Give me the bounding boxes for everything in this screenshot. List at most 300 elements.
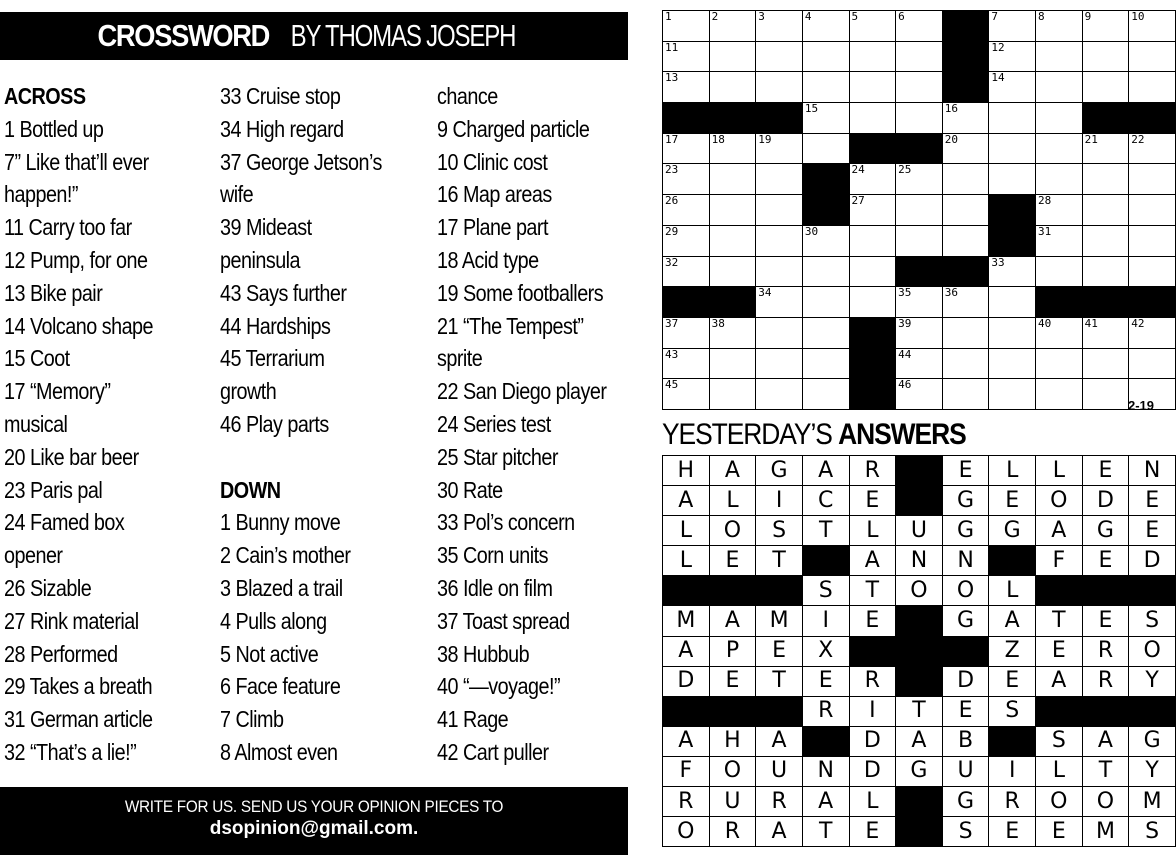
crossword-header [0,12,628,60]
answer-letter: E [709,546,756,576]
answer-row [663,486,1176,516]
clue-number: 37 [665,316,679,330]
answer-row [663,516,1176,546]
answer-letter: E [942,456,989,486]
grid-cell [756,11,803,42]
grid-cell [989,164,1036,195]
clue-line: 30 Rate [437,476,503,503]
clue-line: 8 Almost even [220,738,338,765]
clue-number: 41 [1084,316,1098,330]
grid-cell [756,317,803,348]
clue-number: 12 [991,40,1005,54]
answer-letter: D [942,666,989,696]
answer-letter: M [1082,817,1129,847]
answer-row [663,666,1176,696]
answer-row [663,756,1176,786]
black-square [896,486,943,516]
clue-line: 9 Charged particle [437,115,590,142]
answer-letter: I [802,606,849,636]
clue-line: 10 Clinic cost [437,148,548,175]
answer-letter: S [756,516,803,546]
clue-line: opener [4,542,63,569]
answer-row [663,726,1176,756]
grid-cell [802,41,849,72]
clue-line: 1 Bottled up [4,115,104,142]
clue-line: 23 Paris pal [4,476,103,503]
grid-cell [1082,41,1129,72]
answer-letter: R [709,817,756,847]
black-square [756,576,803,606]
answer-letter: G [1129,726,1176,756]
answer-letter: G [942,516,989,546]
grid-cell [663,41,710,72]
grid-cell [1082,379,1129,410]
grid-cell [663,225,710,256]
grid-cell [1036,41,1083,72]
grid-cell [802,72,849,103]
clue-line: 24 Famed box [4,509,125,536]
black-square [663,287,710,318]
clue-line: peninsula [220,246,301,273]
answer-letter: B [942,726,989,756]
clue-line: 17 Plane part [437,214,548,241]
clue-number: 10 [1131,10,1145,23]
clue-number: 40 [1038,316,1052,330]
grid-cell [1082,164,1129,195]
black-square [849,348,896,379]
answer-letter: A [1036,516,1083,546]
grid-cell [1129,225,1176,256]
grid-cell [756,379,803,410]
answer-letter: E [1129,516,1176,546]
answer-letter: O [896,576,943,606]
grid-cell [1036,164,1083,195]
clue-number: 13 [665,71,679,85]
grid-row [663,379,1176,410]
clue-number: 5 [851,10,859,23]
answer-letter: E [1129,486,1176,516]
answer-letter: A [802,456,849,486]
grid-cell [663,379,710,410]
answer-letter: A [709,606,756,636]
answer-letter: E [849,486,896,516]
grid-cell [1036,195,1083,226]
grid-cell [989,133,1036,164]
grid-cell [1036,379,1083,410]
grid-cell [1129,11,1176,42]
answers-title-normal: YESTERDAY’S [662,418,832,451]
clue-line: 25 Star pitcher [437,443,558,470]
clue-line: 3 Blazed a trail [220,574,343,601]
clue-number: 18 [711,132,725,146]
grid-cell [802,133,849,164]
clue-number: 31 [1038,224,1052,238]
clue-number: 43 [665,347,679,361]
answer-letter: E [709,666,756,696]
answer-letter: G [942,606,989,636]
clue-number: 35 [898,286,912,300]
answer-letter: L [989,576,1036,606]
black-square [849,636,896,666]
grid-cell [1082,348,1129,379]
grid-row [663,41,1176,72]
answer-letter: M [1129,787,1176,817]
answer-letter: O [1036,787,1083,817]
clue-line: 7 Climb [220,706,284,733]
grid-cell [1082,133,1129,164]
clue-line: 31 German article [4,706,153,733]
answer-letter: Y [1129,756,1176,786]
answer-letter: T [896,696,943,726]
clue-number: 21 [1084,132,1098,146]
grid-cell [802,317,849,348]
grid-cell [942,103,989,134]
answer-letter: M [663,606,710,636]
answer-letter: Z [989,636,1036,666]
black-square [942,41,989,72]
clue-line: 42 Cart puller [437,738,549,765]
grid-cell [849,41,896,72]
clue-line: 44 Hardships [220,312,331,339]
answer-letter: E [989,817,1036,847]
black-square [849,133,896,164]
grid-cell [1036,11,1083,42]
grid-cell [989,317,1036,348]
black-square [896,817,943,847]
puzzle-date: 2-19 [1128,398,1155,413]
clue-number: 45 [665,378,679,392]
grid-cell [709,195,756,226]
clue-line: sprite [437,345,483,372]
answer-letter: S [1129,606,1176,636]
clue-line: 45 Terrarium [220,345,325,372]
grid-cell [849,287,896,318]
black-square [1036,696,1083,726]
grid-cell [896,379,943,410]
clue-line: 33 Pol’s concern [437,509,575,536]
clue-number: 24 [851,163,865,177]
black-square [896,636,943,666]
answer-letter: U [896,516,943,546]
answer-letter: O [1082,787,1129,817]
answer-letter: O [663,817,710,847]
black-square [849,379,896,410]
answer-letter: E [1082,606,1129,636]
grid-cell [896,348,943,379]
grid-cell [942,195,989,226]
clue-line: growth [220,378,277,405]
clue-number: 30 [804,224,819,238]
grid-cell [802,103,849,134]
answer-letter: R [849,666,896,696]
grid-cell [1129,195,1176,226]
grid-cell [896,164,943,195]
clue-number: 19 [758,132,772,146]
clue-line: 27 Rink material [4,607,139,634]
black-square [1036,287,1083,318]
answer-letter: G [942,486,989,516]
grid-cell [1082,195,1129,226]
clue-line: 2 Cain’s mother [220,542,351,569]
answer-letter: X [802,636,849,666]
black-square [1082,696,1129,726]
clue-line: 16 Map areas [437,181,552,208]
clue-line: 46 Play parts [220,410,329,437]
answer-letter: D [849,726,896,756]
clue-section-heading: DOWN [220,476,281,503]
answer-letter: N [802,756,849,786]
answer-row [663,787,1176,817]
answer-letter: D [1082,486,1129,516]
grid-cell [756,164,803,195]
grid-cell [896,317,943,348]
clue-line: 5 Not active [220,640,319,667]
answer-letter: E [1036,817,1083,847]
clue-number: 7 [991,10,998,23]
clue-number: 8 [1038,10,1045,23]
clue-line: 41 Rage [437,706,509,733]
answers-title [662,418,966,452]
clue-number: 6 [898,10,905,23]
clue-number: 27 [851,194,865,208]
answer-letter: S [802,576,849,606]
answer-letter: O [709,516,756,546]
grid-cell [756,195,803,226]
grid-cell [663,11,710,42]
answer-letter: T [802,516,849,546]
grid-cell [849,164,896,195]
grid-row [663,317,1176,348]
clue-line: 33 Cruise stop [220,83,341,109]
answer-letter: R [989,787,1036,817]
black-square [942,11,989,42]
clue-line: 39 Mideast [220,214,312,241]
grid-cell [1036,103,1083,134]
grid-cell [849,72,896,103]
clue-line: 37 Toast spread [437,607,570,634]
grid-cell [709,348,756,379]
answer-letter: E [802,666,849,696]
grid-cell [1129,317,1176,348]
grid-cell [1082,256,1129,287]
black-square [709,103,756,134]
grid-cell [942,317,989,348]
black-square [1129,103,1176,134]
clue-number: 34 [758,286,772,300]
grid-cell [756,348,803,379]
answer-letter: A [896,726,943,756]
clue-number: 38 [711,316,725,330]
grid-cell [849,103,896,134]
black-square [802,195,849,226]
clue-line: 29 Takes a breath [4,673,153,700]
black-square [896,456,943,486]
black-square [989,225,1036,256]
answer-letter: E [849,817,896,847]
answer-letter: R [1082,666,1129,696]
clue-number: 32 [665,255,679,269]
answer-row [663,636,1176,666]
clue-number: 16 [944,102,958,116]
grid-cell [709,256,756,287]
answer-letter: A [709,456,756,486]
grid-cell [663,164,710,195]
black-square [896,256,943,287]
grid-cell [942,348,989,379]
footer-banner [0,787,628,855]
grid-cell [896,41,943,72]
clue-line: 13 Bike pair [4,279,103,306]
answer-letter: S [942,817,989,847]
answer-letter: A [1082,726,1129,756]
grid-cell [756,256,803,287]
black-square [1129,696,1176,726]
answer-letter: A [663,726,710,756]
grid-row [663,256,1176,287]
answer-letter: A [663,486,710,516]
answer-letter: H [709,726,756,756]
black-square [989,726,1036,756]
grid-cell [989,11,1036,42]
black-square [1036,576,1083,606]
grid-row [663,72,1176,103]
clue-number: 33 [991,255,1005,269]
grid-cell [1036,133,1083,164]
grid-cell [709,41,756,72]
grid-cell [709,72,756,103]
answer-letter: D [1129,546,1176,576]
crossword-title [97,18,530,54]
clue-number: 15 [804,102,819,116]
black-square [989,546,1036,576]
grid-cell [849,256,896,287]
grid-cell [1129,256,1176,287]
answers-title-bold: ANSWERS [838,418,966,451]
answer-letter: L [989,456,1036,486]
title-bold: CROSSWORD [97,18,269,53]
grid-cell [663,348,710,379]
answer-letter: F [663,756,710,786]
answer-letter: G [896,756,943,786]
answer-letter: A [663,636,710,666]
answer-letter: T [1082,756,1129,786]
grid-cell [1036,225,1083,256]
answer-letter: C [802,486,849,516]
clue-line: 17 “Memory” [4,378,111,405]
answer-letter: G [942,787,989,817]
clue-line: 36 Idle on film [437,574,553,601]
clue-line: wife [220,181,254,208]
grid-row [663,164,1176,195]
clue-line: chance [437,83,498,109]
clue-line: 6 Face feature [220,673,341,700]
answer-letter: S [1129,817,1176,847]
grid-cell [989,103,1036,134]
grid-cell [802,348,849,379]
grid-cell [942,133,989,164]
clue-number: 3 [758,10,765,23]
answer-letter: N [896,546,943,576]
answer-row [663,817,1176,847]
clue-line: 21 “The Tempest” [437,312,584,339]
black-square [1129,576,1176,606]
grid-cell [1036,317,1083,348]
answer-row [663,606,1176,636]
clue-line: 34 High regard [220,115,344,142]
answer-letter: P [709,636,756,666]
grid-cell [989,379,1036,410]
answer-row [663,456,1176,486]
clue-line: 7” Like that’ll ever [4,148,149,175]
black-square [896,787,943,817]
answer-letter: O [1036,486,1083,516]
answer-letter: R [849,456,896,486]
clue-column-2 [220,80,408,769]
clue-line: 12 Pump, for one [4,246,148,273]
clue-number: 29 [665,224,679,238]
answer-row [663,576,1176,606]
answer-letter: O [709,756,756,786]
clue-number: 4 [804,10,812,23]
grid-cell [802,225,849,256]
clue-column-3 [437,80,634,769]
black-square [1082,576,1129,606]
clue-number: 9 [1084,10,1092,23]
clue-number: 14 [991,71,1005,85]
answer-letter: A [802,787,849,817]
black-square [896,666,943,696]
answer-letter: A [756,817,803,847]
grid-cell [663,256,710,287]
clue-line: 14 Volcano shape [4,312,154,339]
answer-letter: L [663,516,710,546]
answer-letter: E [849,606,896,636]
answer-letter: A [989,606,1036,636]
answer-letter: E [989,486,1036,516]
grid-cell [896,103,943,134]
black-square [989,195,1036,226]
clue-line: 28 Performed [4,640,118,667]
grid-cell [896,225,943,256]
clue-line: 35 Corn units [437,542,548,569]
grid-cell [942,379,989,410]
answer-letter: T [1036,606,1083,636]
grid-cell [709,317,756,348]
clue-number: 20 [944,132,958,146]
clue-line: musical [4,410,68,437]
answer-letter: O [1129,636,1176,666]
answer-letter: T [756,666,803,696]
footer-email: dsopinion@gmail.com. [209,818,419,839]
grid-cell [802,11,849,42]
clue-line: 43 Says further [220,279,347,306]
answer-letter: N [942,546,989,576]
black-square [663,696,710,726]
clue-number: 42 [1131,316,1145,330]
grid-cell [849,225,896,256]
grid-cell [663,195,710,226]
grid-cell [989,348,1036,379]
black-square [942,72,989,103]
answer-letter: E [942,696,989,726]
grid-row [663,348,1176,379]
answer-letter: A [849,546,896,576]
clue-column-1 [4,80,177,769]
answer-letter: G [989,516,1036,546]
answer-letter: A [1036,666,1083,696]
answer-letter: U [709,787,756,817]
answer-letter: R [1082,636,1129,666]
